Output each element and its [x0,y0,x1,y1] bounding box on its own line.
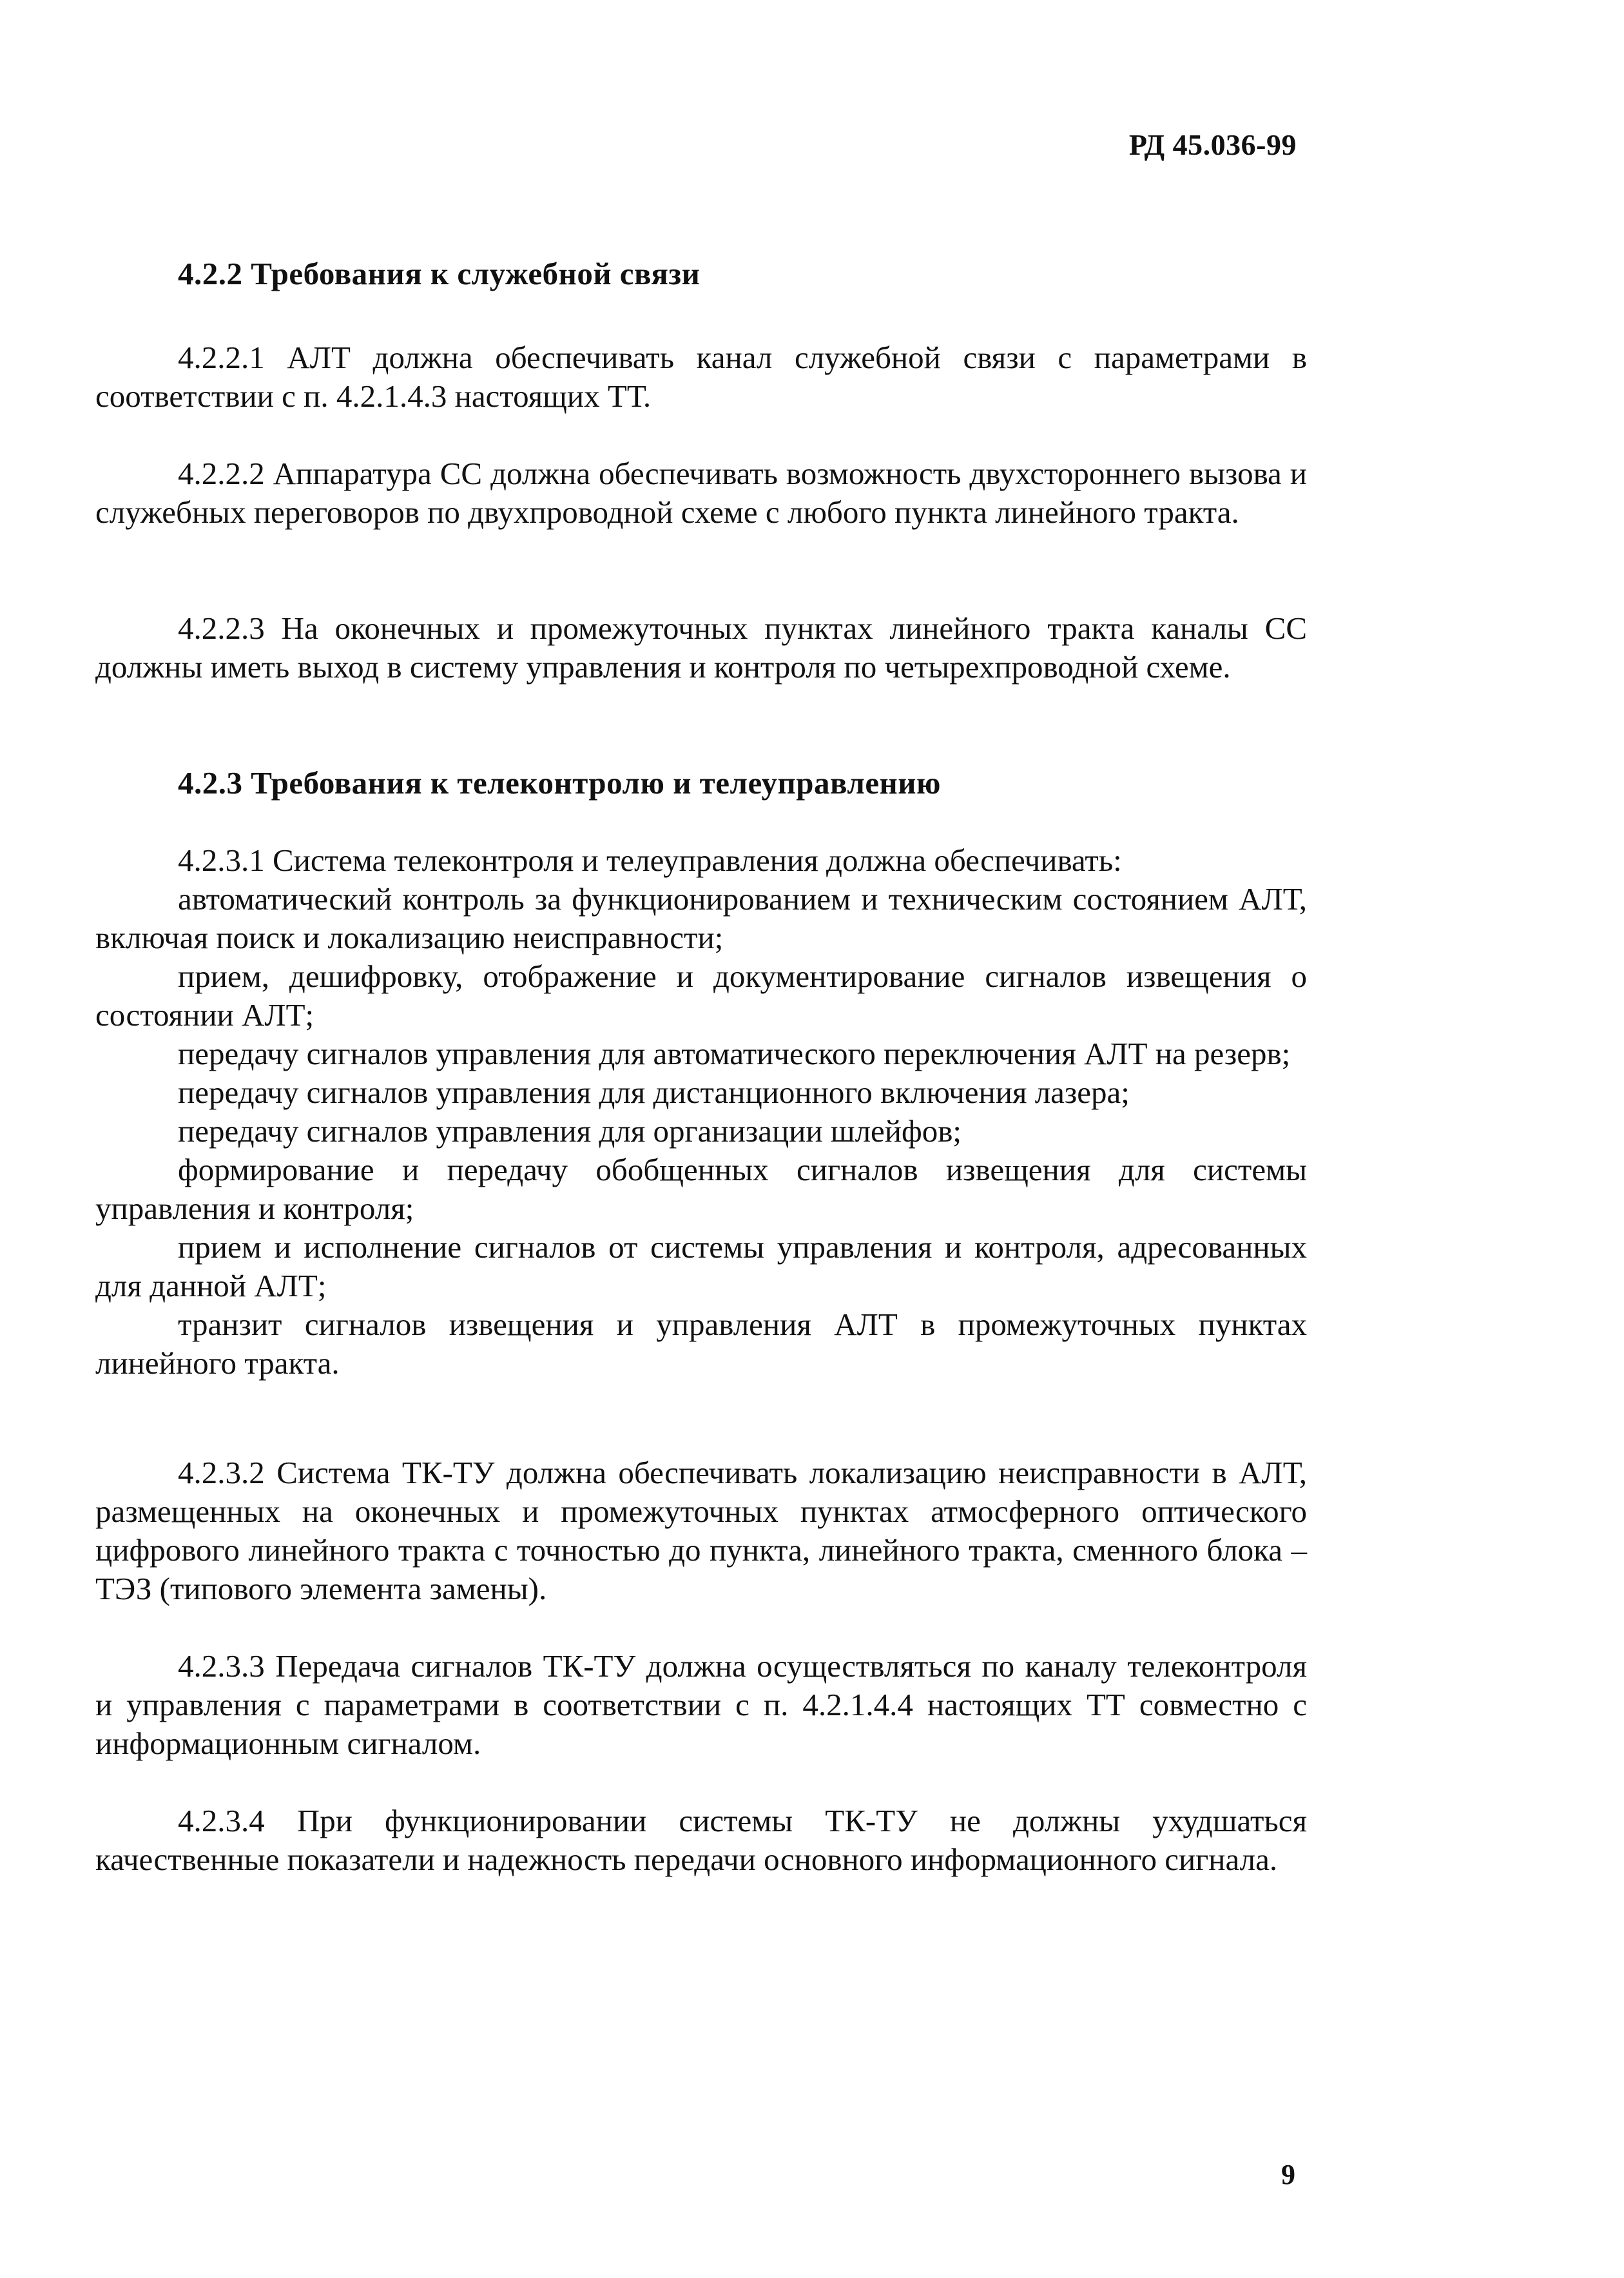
paragraph-4-2-2-3: 4.2.2.3 На оконечных и промежуточных пунктах линейного тракта каналы СС должны иметь выход в систему управления и контроля по четырехпроводной схеме. [95,610,1307,685]
paragraph-4-2-3-1: 4.2.3.1 Система телеконтроля и телеуправления должна обеспечивать: [178,842,1122,878]
paragraph-4-2-2-1: 4.2.2.1 АЛТ должна обеспечивать канал служебной связи с параметрами в соответствии с п. 4.2.1.4.3 настоящих ТТ. [95,340,1307,414]
list-item: передачу сигналов управления для дистанционного включения лазера; [178,1075,1130,1110]
section-heading-4-2-3: 4.2.3 Требования к телеконтролю и телеуправлению [178,765,941,801]
list-item: прием, дешифровку, отображение и документирование сигналов извещения о состоянии АЛТ; [95,959,1307,1033]
list-item: передачу сигналов управления для организации шлейфов; [178,1113,962,1149]
paragraph-4-2-3-2: 4.2.3.2 Система ТК-ТУ должна обеспечивать локализацию неисправности в АЛТ, размещенных на оконечных и промежуточных пунктах атмосферного оптического цифрового линейного тракта с точностью до пункта, линейного тракта, сменного блока – ТЭЗ (типового элемента замены). [95,1455,1307,1606]
page-number: 9 [1281,2159,1295,2190]
requirements-list [95,880,1307,1383]
paragraph-4-2-2-2: 4.2.2.2 Аппаратура СС должна обеспечивать возможность двухстороннего вызова и служебных переговоров по двухпроводной схеме с любого пункта линейного тракта. [95,456,1307,530]
list-item: формирование и передачу обобщенных сигналов извещения для системы управления и контроля; [95,1152,1307,1226]
list-item: транзит сигналов извещения и управления АЛТ в промежуточных пунктах линейного тракта. [95,1307,1307,1381]
document-code: РД 45.036-99 [1128,128,1297,161]
paragraph-4-2-3-3: 4.2.3.3 Передача сигналов ТК-ТУ должна осуществляться по каналу телеконтроля и управления с параметрами в соответствии с п. 4.2.1.4.4 настоящих ТТ совместно с информационным сигналом. [95,1648,1307,1761]
section-heading-4-2-2: 4.2.2 Требования к служебной связи [178,256,701,291]
list-item: передачу сигналов управления для автоматического переключения АЛТ на резерв; [178,1036,1291,1071]
list-item: прием и исполнение сигналов от системы управления и контроля, адресованных для данной АЛТ; [95,1229,1307,1303]
paragraph-4-2-3-4: 4.2.3.4 При функционировании системы ТК-ТУ не должны ухудшаться качественные показатели и надежность передачи основного информационного сигнала. [95,1803,1307,1877]
list-item: автоматический контроль за функционированием и техническим состоянием АЛТ, включая поиск и локализацию неисправности; [95,881,1307,955]
